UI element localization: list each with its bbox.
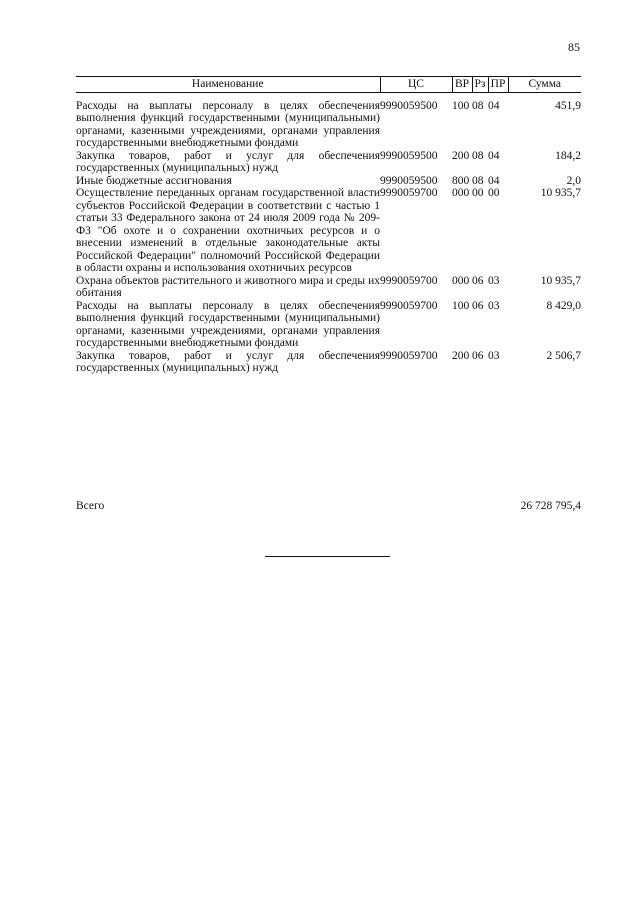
row-rz: 08 xyxy=(472,174,484,187)
row-pr: 04 xyxy=(488,99,500,112)
header-rz: Рз xyxy=(472,77,488,93)
table-row xyxy=(76,175,581,188)
row-cs: 9990059700 xyxy=(380,299,438,312)
table-row xyxy=(76,350,581,375)
row-vr: 100 xyxy=(452,99,470,112)
row-sum: 10 935,7 xyxy=(540,187,581,199)
row-sum: 451,9 xyxy=(555,99,581,112)
table-row xyxy=(76,150,581,175)
total-sum: 26 728 795,4 xyxy=(520,500,581,512)
table-row xyxy=(76,300,581,350)
row-rz: 06 xyxy=(472,274,484,287)
page-number: 85 xyxy=(568,40,580,54)
row-cs: 9990059500 xyxy=(380,99,438,112)
row-name: Расходы на выплаты персоналу в целях обеспечения выполнения функций государственными (муниципальными) органами, казенными учреждениями, органами управления государственными внебюджетными фондами xyxy=(76,299,380,349)
row-pr: 04 xyxy=(488,174,500,187)
row-sum: 184,2 xyxy=(555,149,581,162)
row-vr: 200 xyxy=(452,149,470,162)
row-cs: 9990059700 xyxy=(380,187,438,199)
row-rz: 00 xyxy=(472,187,484,199)
row-name: Расходы на выплаты персоналу в целях обеспечения выполнения функций государственными (муниципальными) органами, казенными учреждениями, органами управления государственными внебюджетными фондами xyxy=(76,99,380,149)
row-rz: 08 xyxy=(472,99,484,112)
row-vr: 200 xyxy=(452,349,470,362)
row-sum: 10 935,7 xyxy=(540,274,581,287)
table-row xyxy=(76,275,581,300)
header-cs: ЦС xyxy=(380,77,452,93)
row-name: Закупка товаров, работ и услуг для обеспечения государственных (муниципальных) нужд xyxy=(76,349,380,374)
row-pr: 00 xyxy=(488,187,500,199)
row-cs: 9990059700 xyxy=(380,274,438,287)
header-pr: ПР xyxy=(488,77,508,93)
header-sum: Сумма xyxy=(508,77,581,93)
row-name: Охрана объектов растительного и животного мира и среды их обитания xyxy=(76,274,380,299)
row-pr: 03 xyxy=(488,299,500,312)
end-divider-line xyxy=(265,556,390,557)
header-name: Наименование xyxy=(76,77,380,93)
row-pr: 04 xyxy=(488,149,500,162)
row-name: Закупка товаров, работ и услуг для обеспечения государственных (муниципальных) нужд xyxy=(76,149,380,174)
row-sum: 2,0 xyxy=(566,174,581,187)
row-sum: 2 506,7 xyxy=(546,349,581,362)
row-cs: 9990059700 xyxy=(380,349,438,362)
budget-table xyxy=(76,76,581,375)
row-rz: 06 xyxy=(472,349,484,362)
table-row xyxy=(76,187,581,275)
table-header-row xyxy=(76,77,581,93)
row-cs: 9990059500 xyxy=(380,149,438,162)
row-pr: 03 xyxy=(488,274,500,287)
row-cs: 9990059500 xyxy=(380,174,438,187)
row-pr: 03 xyxy=(488,349,500,362)
table-row xyxy=(76,92,581,150)
row-sum: 8 429,0 xyxy=(546,299,581,312)
row-rz: 06 xyxy=(472,299,484,312)
row-vr: 800 xyxy=(452,174,470,187)
row-name: Осуществление переданных органам государственной власти субъектов Российской Федерации в соответствии с частью 1 статьи 33 Федерального закона от 24 июля 2009 года № 209-ФЗ "Об охоте и о сохранении охотничьих ресурсов и о внесении изменений в отдельные законодательные акты Российской Федерации" полномочий Российской Федерации в области охраны и использования охотничьих ресурсов xyxy=(76,187,380,274)
total-label: Всего xyxy=(76,500,105,512)
row-vr: 100 xyxy=(452,299,470,312)
header-vr: ВР xyxy=(452,77,472,93)
row-vr: 000 xyxy=(452,187,470,199)
row-vr: 000 xyxy=(452,274,470,287)
row-name: Иные бюджетные ассигнования xyxy=(76,174,232,187)
total-row xyxy=(76,500,581,513)
row-rz: 08 xyxy=(472,149,484,162)
